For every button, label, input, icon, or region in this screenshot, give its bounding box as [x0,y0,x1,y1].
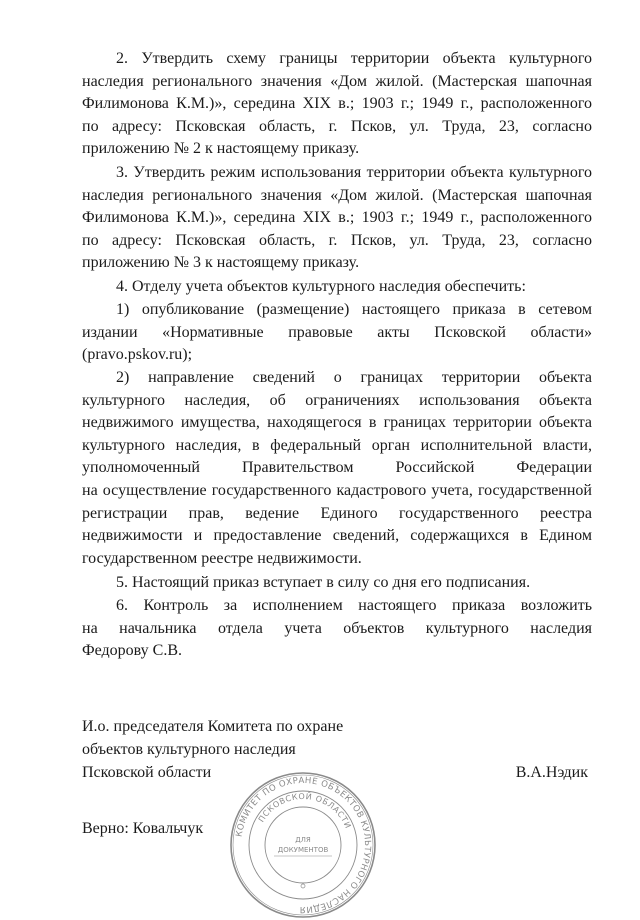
text-line: наследия регионального значения «Дом жилой. (Мастерская шапочная [82,186,592,204]
text-line: недвижимости и предоставление сведений, содержащихся в Едином [82,527,592,545]
paragraph-2 [82,48,592,161]
text-line: Филимонова К.М.)», середина XIX в.; 1903 г.; 1949 г., расположенного [82,95,592,113]
stamp-inner-text: ПСКОВСКОЙ ОБЛАСТИ [256,791,353,831]
text-line: 6. Контроль за исполнением настоящего приказа возложить [116,597,592,614]
paragraph-3 [82,162,592,275]
paragraph-4-2 [82,367,592,570]
text-line: наследия регионального значения «Дом жилой. (Мастерская шапочная [82,72,592,90]
text-line: 2. Утвердить схему границы территории объекта культурного [116,50,592,67]
signature-title-line-1: И.о. председателя Комитета по охране [82,718,344,735]
text-line: культурного наследия, об ограничениях использования объекта [82,391,592,409]
text-line: государственном реестре недвижимости. [82,549,362,567]
stamp-outer-text: КОМИТЕТ ПО ОХРАНЕ ОБЪЕКТОВ КУЛЬТУРНОГО НАСЛЕДИЯ [234,775,373,915]
text-line: 3. Утвердить режим использования территории объекта культурного [116,164,592,181]
text-line: на осуществление государственного кадастрового учета, государственной [82,481,592,499]
text-line: приложению № 3 к настоящему приказу. [82,254,360,272]
paragraph-4-1 [82,299,592,367]
signatory-name: В.А.Нэдик [515,764,588,781]
signature-title-line-3: Псковской области [82,764,212,781]
paragraph-6 [82,595,592,663]
text-line: по адресу: Псковская область, г. Псков, ул. Труда, 23, согласно [82,231,592,249]
text-line: на начальника отдела учета объектов культурного наследия [82,619,592,637]
text-line: Федорову С.В. [82,642,183,660]
text-line: уполномоченный Правительством Российской Федерации [82,459,592,477]
text-line: Филимонова К.М.)», середина XIX в.; 1903 г.; 1949 г., расположенного [82,209,592,227]
official-stamp [228,770,378,920]
paragraph-4 [82,276,592,299]
stamp-inner-ring [265,807,341,883]
signature-title-line-2: объектов культурного наследия [82,741,296,758]
text-line: по адресу: Псковская область, г. Псков, ул. Труда, 23, согласно [82,117,592,135]
stamp-center-line-2: ДОКУМЕНТОВ [277,846,329,854]
stamp-center-line-1: ДЛЯ [295,836,311,844]
text-line: приложению № 2 к настоящему приказу. [82,140,360,158]
verified-by: Верно: Ковальчук [82,820,204,837]
text-line: культурного наследия, в федеральный орган исполнительной власти, [82,436,592,454]
text-line: 1) опубликование (размещение) настоящего приказа в сетевом [116,301,592,318]
text-line: (pravo.pskov.ru); [82,346,193,364]
text-line: регистрации прав, ведение Единого государственного реестра [82,504,592,522]
stamp-dot [301,884,305,888]
text-line: 2) направление сведений о границах территории объекта [116,369,592,386]
text-line: недвижимого имущества, находящегося в границах территории объекта [82,414,592,432]
text-line: издании «Нормативные правовые акты Псковской области» [82,323,592,341]
text-line: 5. Настоящий приказ вступает в силу со дня его подписания. [116,574,531,591]
paragraph-5 [82,572,592,595]
text-line: 4. Отделу учета объектов культурного наследия обеспечить: [116,278,526,295]
